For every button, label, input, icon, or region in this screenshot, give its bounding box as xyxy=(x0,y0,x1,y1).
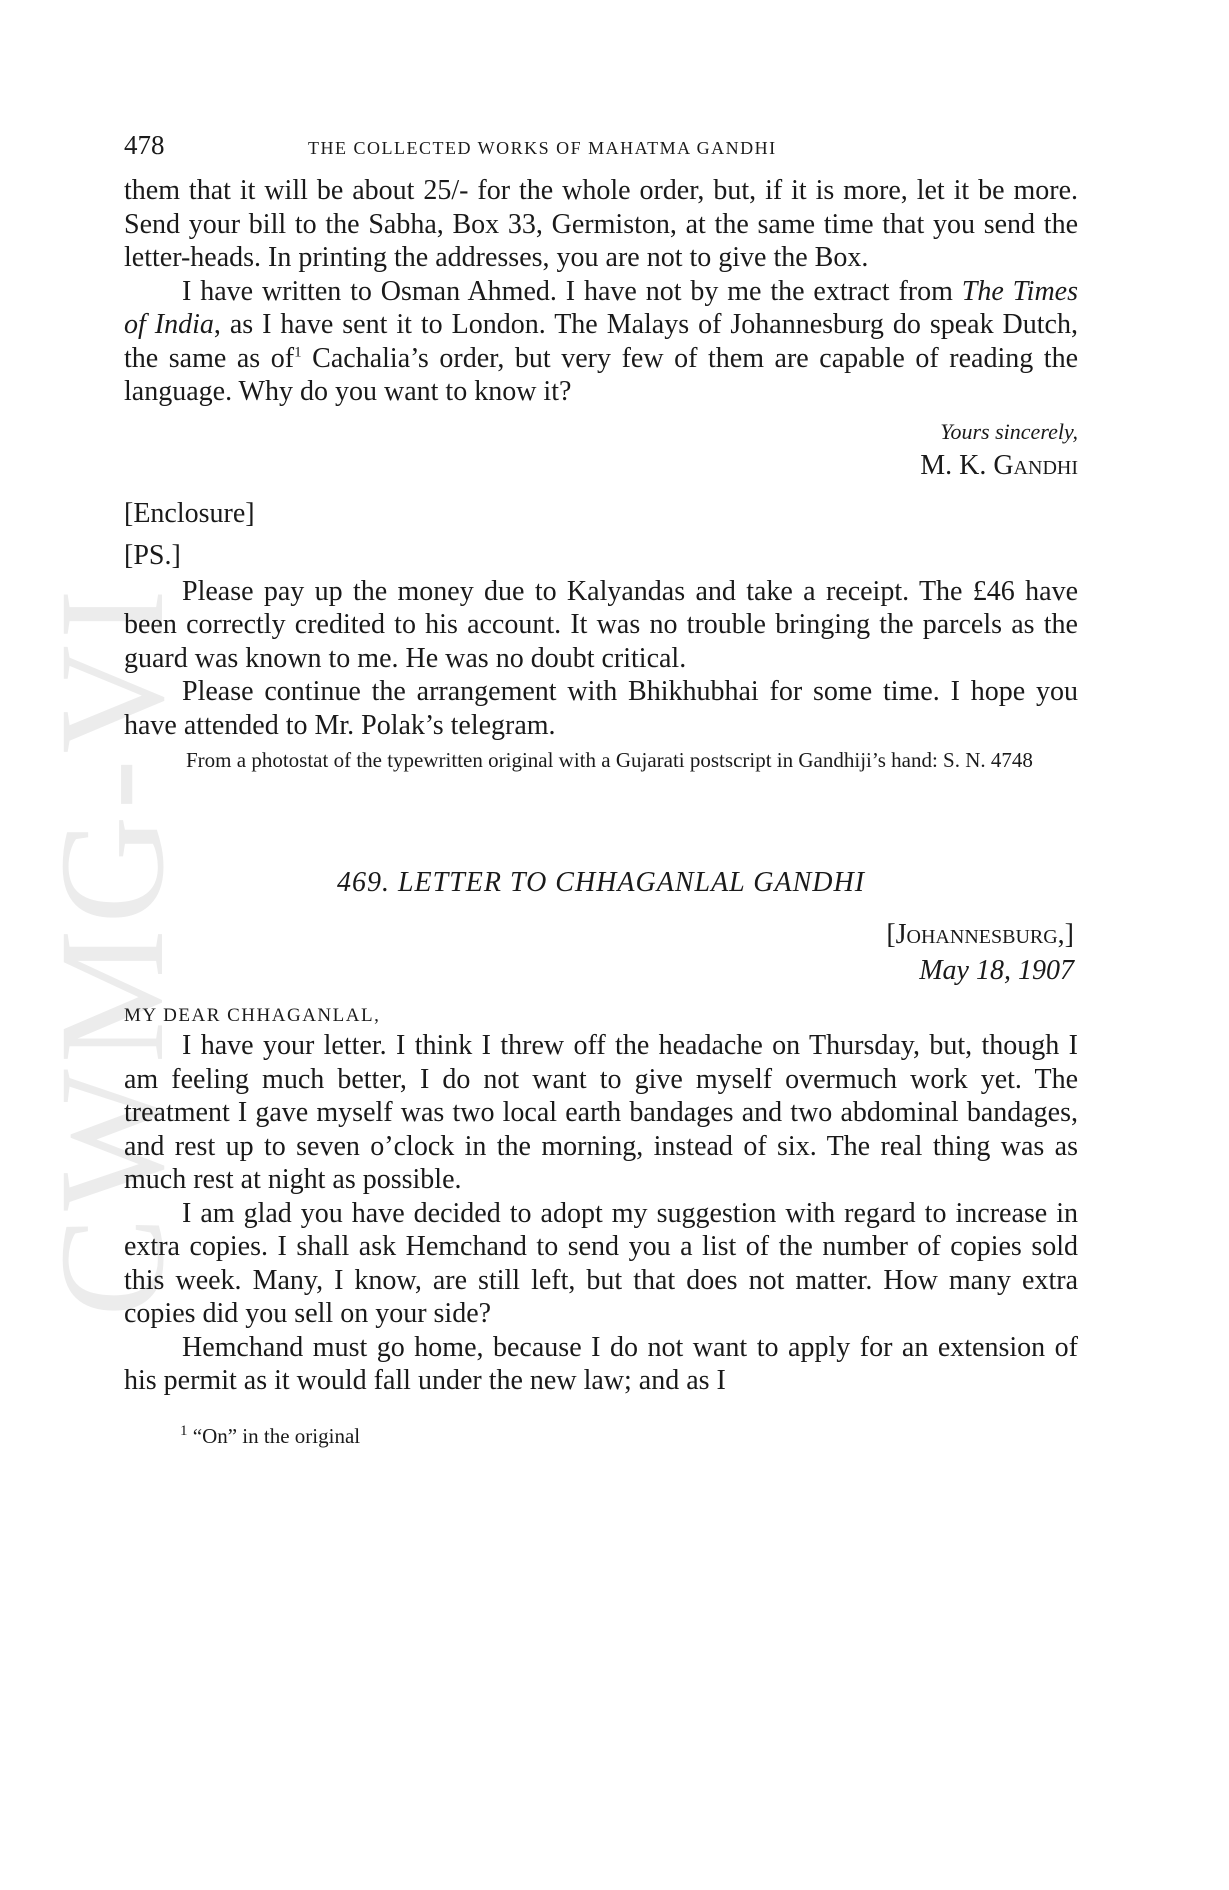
place-date xyxy=(124,917,1078,989)
page xyxy=(124,126,1078,1449)
source-note: From a photostat of the typewritten original with a Gujarati postscript in Gandhiji’s hand: S. N. 4748 xyxy=(186,748,1033,772)
paragraph-osman-part-b: , as I have sent it to London. The Malays of Johannesburg do speak Dutch, the same as of xyxy=(124,309,1078,374)
body-paragraph-3: Hemchand must go home, because I do not want to apply for an extension of his permit as it would fall under the new law; and as I xyxy=(124,1331,1078,1396)
footnote-text: “On” in the original xyxy=(187,1423,361,1448)
salutation: MY DEAR CHHAGANLAL, xyxy=(124,1005,381,1026)
footnote xyxy=(180,1424,1078,1449)
running-head xyxy=(124,126,1078,174)
place: [Johannesburg,] xyxy=(886,919,1074,950)
paragraph-continued: them that it will be about 25/- for the whole order, but, if it is more, let it be more. Send your bill to the Sabha, Box 33, Germiston, at the same time that you send the letter-heads. In printing the addresses, you are not to give the Box. xyxy=(124,175,1078,273)
date: May 18, 1907 xyxy=(919,955,1074,986)
running-title: THE COLLECTED WORKS OF MAHATMA GANDHI xyxy=(308,138,777,158)
ps-paragraph-1: Please pay up the money due to Kalyandas and take a receipt. The £46 have been correctly credited to his account. It was no trouble bringing the parcels as the guard was known to me. He was no doubt critical. xyxy=(124,575,1078,674)
ps-paragraph-2: Please continue the arrangement with Bhikhubhai for some time. I hope you have attended to Mr. Polak’s telegram. xyxy=(124,676,1078,741)
page-number: 478 xyxy=(124,130,165,160)
signature: M. K. Gandhi xyxy=(920,449,1078,481)
paragraph-osman-part-c: Cachalia’s order, but very few of them are capable of reading the language. Why do you want to know it? xyxy=(124,342,1078,407)
footnote-marker: 1 xyxy=(180,1422,188,1439)
paragraph-osman xyxy=(124,275,1078,409)
body-paragraph-2: I am glad you have decided to adopt my suggestion with regard to increase in extra copies. I shall ask Hemchand to send you a list of the number of copies sold this week. Many, I know, are still left, but that does not matter. How many extra copies did you sell on your side? xyxy=(124,1197,1078,1329)
footnote-ref: 1 xyxy=(294,344,302,361)
letter-heading: 469. LETTER TO CHHAGANLAL GANDHI xyxy=(336,867,866,898)
closing: Yours sincerely, xyxy=(940,418,1078,444)
newspaper-title: The Times of India xyxy=(124,275,1078,340)
paragraph-osman-part-a: I have written to Osman Ahmed. I have not by me the extract from xyxy=(182,275,962,307)
watermark-text: CWMG-VI xyxy=(29,583,195,1317)
enclosure-label: [Enclosure] xyxy=(124,497,255,529)
body-paragraph-1: I have your letter. I think I threw off the headache on Thursday, but, though I am feeling much better, I do not want to give myself overmuch work yet. The treatment I gave myself was two local earth bandages and two abdominal bandages, and rest up to seven o’clock in the morning, instead of six. The real thing was as much rest at night as possible. xyxy=(124,1030,1078,1195)
ps-label: [PS.] xyxy=(124,539,181,571)
